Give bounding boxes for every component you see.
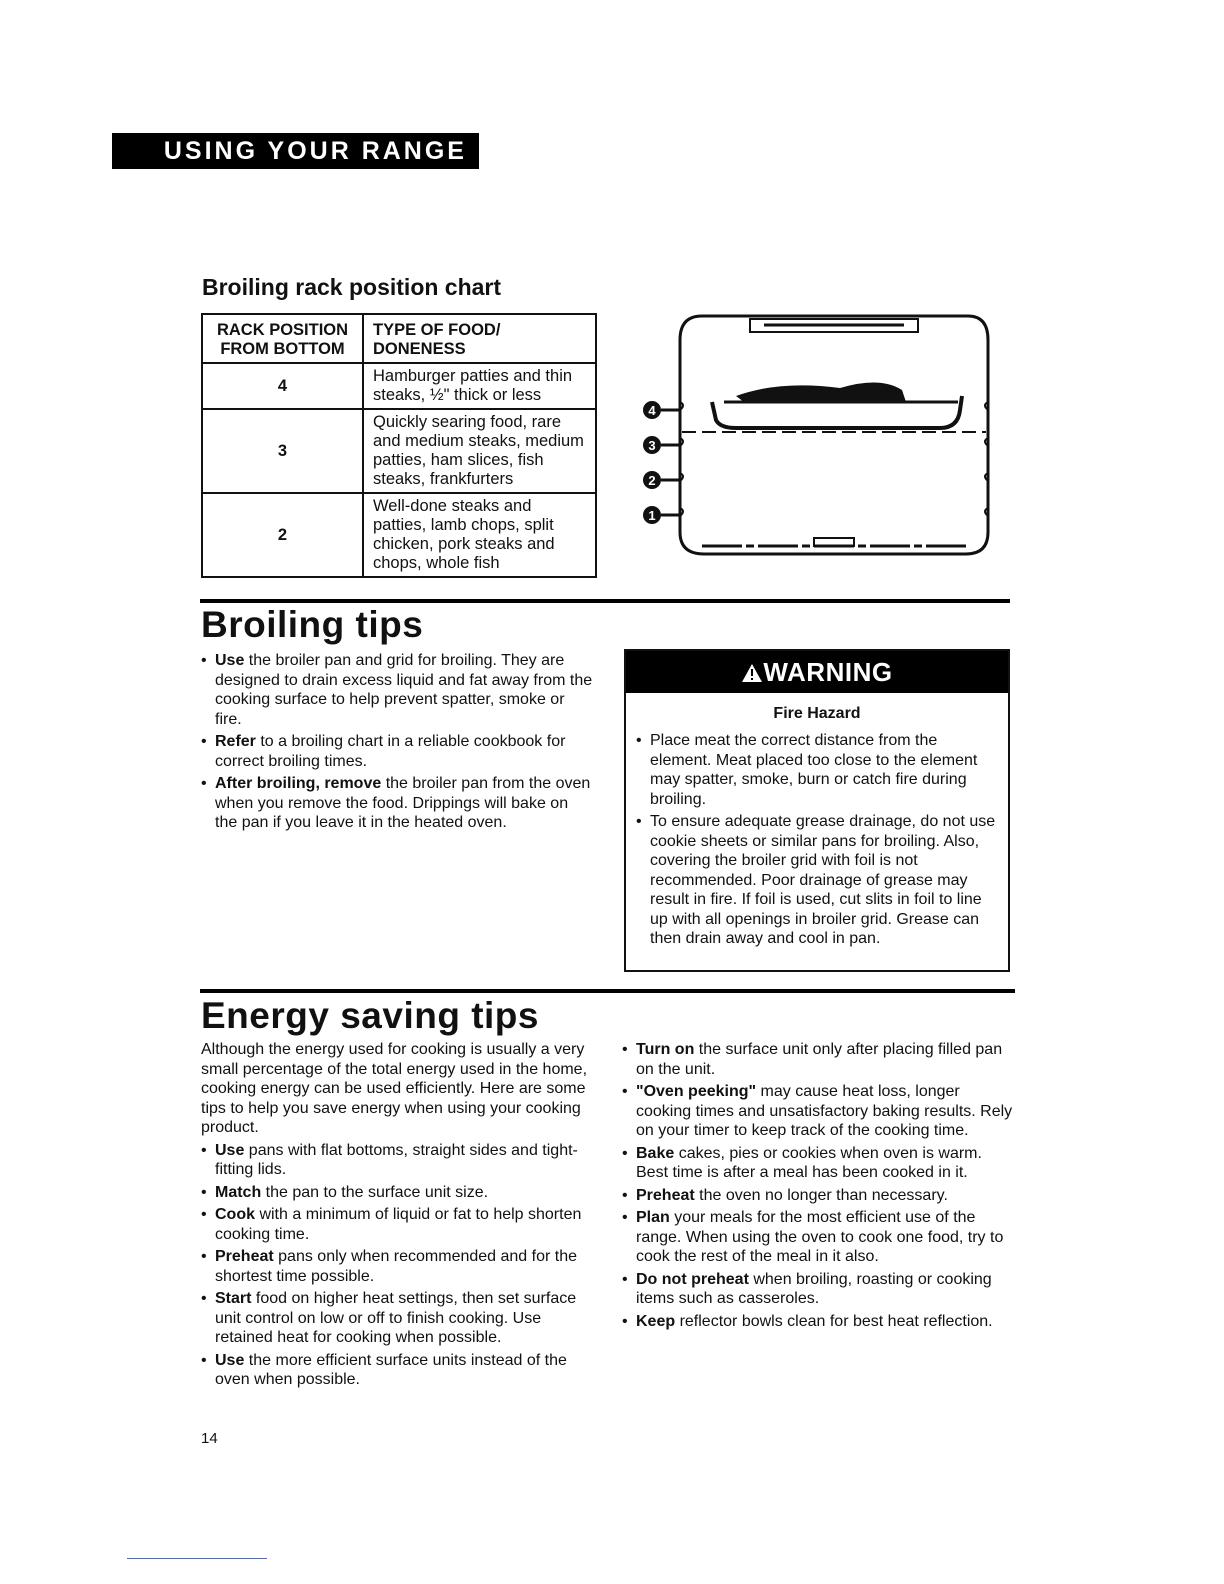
list-item: • Turn on the surface unit only after placing filled pan on the unit.: [622, 1040, 1014, 1079]
energy-tips-heading: Energy saving tips: [201, 995, 539, 1036]
warning-box: [624, 649, 1010, 972]
table-row: [202, 409, 596, 493]
warning-subtitle: Fire Hazard: [773, 705, 861, 722]
oven-rack-diagram: [640, 310, 1000, 580]
svg-text:4: 4: [648, 403, 656, 418]
energy-intro: Although the energy used for cooking is usually a very small percentage of the total energy used in the home, cooking energy can be used efficiently. Here are some tips to help you save energy when using your cooking product.: [201, 1041, 588, 1136]
list-item: • Use the more efficient surface units instead of the oven when possible.: [201, 1351, 593, 1390]
list-item: • After broiling, remove the broiler pan from the oven when you remove the food. Drippings will bake on the pan if you leave it in the heated oven.: [201, 774, 593, 833]
list-item: • Do not preheat when broiling, roasting or cooking items such as casseroles.: [622, 1270, 1014, 1309]
column-header-rack-position: RACK POSITION FROM BOTTOM: [202, 314, 363, 363]
oven-cavity-outline: [680, 316, 988, 554]
rack-supports: [680, 402, 988, 516]
food-type-cell: Well-done steaks and patties, lamb chops, split chicken, pork steaks and chops, whole fish: [363, 493, 596, 577]
svg-text:1: 1: [648, 508, 656, 523]
energy-tips-left: [201, 1040, 593, 1393]
list-item: • Preheat the oven no longer than necessary.: [622, 1186, 1014, 1206]
list-item: • Use the broiler pan and grid for broiling. They are designed to drain excess liquid and fat away from the cooking surface to help prevent spatter, smoke or fire.: [201, 651, 593, 729]
food-on-grid: [736, 382, 906, 402]
warning-item: • Place meat the correct distance from the element. Meat placed too close to the element may spatter, smoke, burn or catch fire during broiling.: [636, 731, 1000, 809]
warning-triangle-icon: [741, 663, 763, 683]
rack-position-cell: 4: [202, 363, 363, 409]
list-item: • Plan your meals for the most efficient use of the range. When using the oven to cook one food, try to cook the rest of the meal in it also.: [622, 1208, 1014, 1267]
table-header-row: [202, 314, 596, 363]
warning-header: WARNING: [626, 651, 1008, 693]
list-item: • Match the pan to the surface unit size.: [201, 1183, 593, 1203]
rack-position-cell: 2: [202, 493, 363, 577]
section-divider: [200, 989, 1015, 993]
column-header-food-type: TYPE OF FOOD/ DONENESS: [363, 314, 596, 363]
broiling-tips-heading: Broiling tips: [201, 604, 424, 645]
list-item: • "Oven peeking" may cause heat loss, longer cooking times and unsatisfactory baking results. Rely on your timer to keep track of the cooking time.: [622, 1082, 1014, 1141]
svg-text:2: 2: [648, 473, 656, 488]
table-row: [202, 493, 596, 577]
list-item: • Refer to a broiling chart in a reliable cookbook for correct broiling times.: [201, 732, 593, 771]
food-type-cell: Quickly searing food, rare and medium steaks, medium patties, ham slices, fish steaks, frankfurters: [363, 409, 596, 493]
food-type-cell: Hamburger patties and thin steaks, ½" thick or less: [363, 363, 596, 409]
page-number: 14: [201, 1430, 218, 1447]
rack-chart-title: Broiling rack position chart: [202, 274, 502, 300]
table-row: [202, 363, 596, 409]
list-item: • Keep reflector bowls clean for best heat reflection.: [622, 1312, 1014, 1332]
section-divider: [200, 599, 1010, 603]
list-item: • Use pans with flat bottoms, straight sides and tight-fitting lids.: [201, 1141, 593, 1180]
rack-position-cell: 3: [202, 409, 363, 493]
list-item: • Bake cakes, pies or cookies when oven is warm. Best time is after a meal has been cooked in it.: [622, 1144, 1014, 1183]
broiling-tips-list: [201, 651, 593, 836]
warning-item: • To ensure adequate grease drainage, do not use cookie sheets or similar pans for broiling. Also, covering the broiler grid with foil is not recommended. Poor drainage of grease may result in fire. If foil is used, cut slits in foil to line up with all openings in broiler grid. Grease can then drain away and cool in pan.: [636, 812, 1000, 949]
footer-line: [127, 1558, 267, 1559]
svg-text:3: 3: [648, 438, 656, 453]
section-banner: USING YOUR RANGE: [112, 133, 479, 169]
rack-position-table: [201, 313, 597, 578]
list-item: • Preheat pans only when recommended and for the shortest time possible.: [201, 1247, 593, 1286]
energy-tips-right: [622, 1040, 1014, 1334]
list-item: • Start food on higher heat settings, then set surface unit control on low or off to finish cooking. Use retained heat for cooking when possible.: [201, 1289, 593, 1348]
rack-position-markers: [643, 401, 680, 524]
list-item: • Cook with a minimum of liquid or fat to help shorten cooking time.: [201, 1205, 593, 1244]
